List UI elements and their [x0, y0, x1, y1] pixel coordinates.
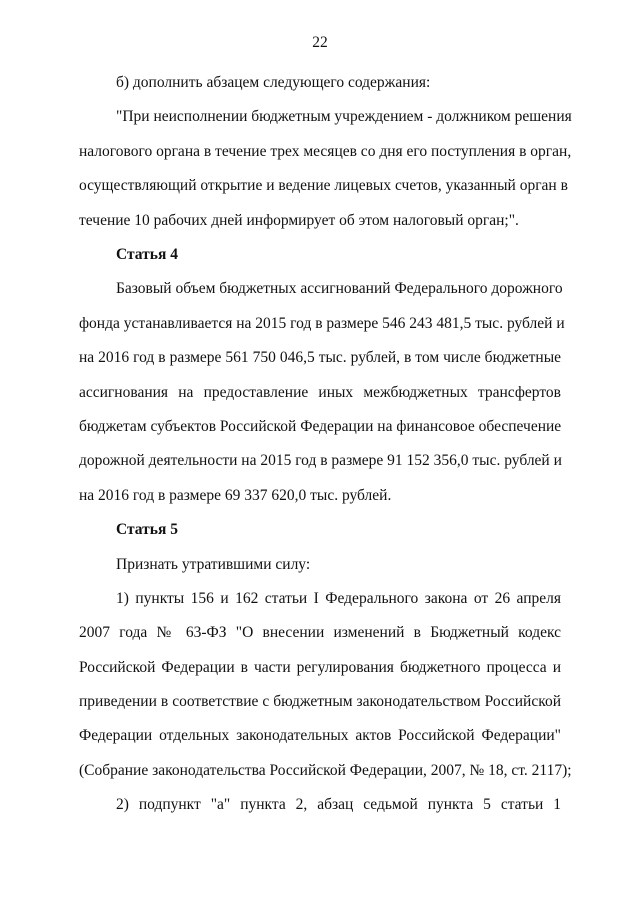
text-line: бюджетам субъектов Российской Федерации на финансовое обеспечение: [79, 418, 562, 435]
text-line: Базовый объем бюджетных ассигнований Федерального дорожного: [116, 280, 563, 297]
text-line: б) дополнить абзацем следующего содержания:: [116, 74, 431, 91]
text-line: 2007 года № 63-ФЗ "О внесении изменений в Бюджетный кодекс: [79, 624, 561, 641]
text-line: "При неисполнении бюджетным учреждением - должником решения: [116, 108, 572, 125]
text-line: на 2016 год в размере 69 337 620,0 тыс. рублей.: [79, 487, 392, 504]
text-line: (Собрание законодательства Российской Федерации, 2007, № 18, ст. 2117);: [79, 762, 572, 779]
text-line: течение 10 рабочих дней информирует об этом налоговый орган;".: [79, 212, 519, 229]
text-line: 1) пункты 156 и 162 статьи I Федерального закона от 26 апреля: [116, 590, 561, 607]
article-heading: Статья 5: [116, 521, 178, 538]
text-line: осуществляющий открытие и ведение лицевых счетов, указанный орган в: [79, 177, 568, 194]
text-line: Признать утратившими силу:: [116, 556, 311, 573]
article-heading: Статья 4: [116, 246, 178, 263]
text-line: приведении в соответствие с бюджетным законодательством Российской: [79, 693, 561, 710]
text-line: Российской Федерации в части регулирования бюджетного процесса и: [79, 659, 561, 676]
page-number: 22: [312, 34, 328, 51]
text-line: ассигнования на предоставление иных межбюджетных трансфертов: [79, 384, 561, 401]
text-line: фонда устанавливается на 2015 год в размере 546 243 481,5 тыс. рублей и: [79, 315, 565, 332]
text-line: Федерации отдельных законодательных актов Российской Федерации": [79, 727, 561, 744]
text-line: 2) подпункт "а" пункта 2, абзац седьмой пункта 5 статьи 1: [116, 796, 561, 813]
text-line: на 2016 год в размере 561 750 046,5 тыс. рублей, в том числе бюджетные: [79, 349, 561, 366]
text-line: дорожной деятельности на 2015 год в размере 91 152 356,0 тыс. рублей и: [79, 452, 562, 469]
text-line: налогового органа в течение трех месяцев со дня его поступления в орган,: [79, 143, 572, 160]
